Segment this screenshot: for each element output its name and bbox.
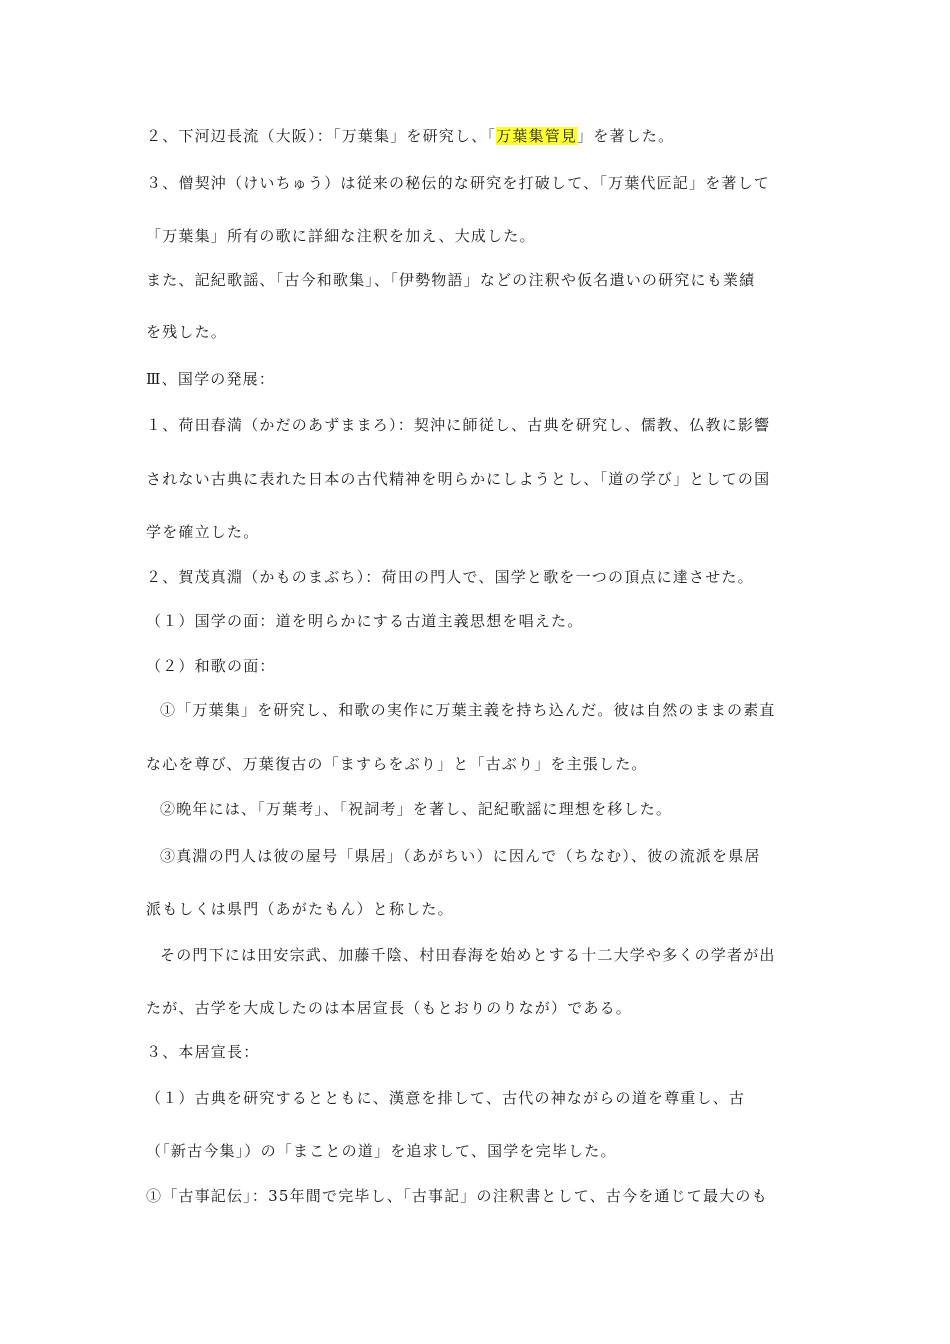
text-line-21: （１）古典を研究するとともに、漢意を排して、古代の神ながらの道を尊重し、古	[146, 1089, 746, 1107]
text-line-22: （「新古今集」）の「まことの道」を追求して、国学を完毕した。	[146, 1142, 617, 1160]
text-line-19: たが、古学を大成したのは本居宣長（もとおりのりなが）である。	[146, 999, 633, 1017]
text-line-17: 派もしくは県門（あがたもん）と称した。	[146, 900, 454, 918]
text-line-14: な心を尊び、万葉復古の「ますらをぶり」と「古ぶり」を主張した。	[146, 755, 648, 773]
text-line-2: ３、僧契沖（けいちゅう）は従来の秘伝的な研究を打破して、「万葉代匠記」を著して	[146, 174, 771, 192]
text-line-20: ３、本居宣長：	[146, 1043, 260, 1061]
text-line-4: また、記紀歌謡、「古今和歌集」、「伊勢物語」などの注釈や仮名遣いの研究にも業績	[146, 271, 756, 289]
text-line-3: 「万葉集」所有の歌に詳細な注釈を加え、大成した。	[146, 227, 536, 245]
text-line-1: ２、下河辺長流（大阪）：「万葉集」を研究し、「万葉集管見」を著した。	[146, 127, 675, 145]
text-line-7: １、荷田春満（かだのあずままろ）：契沖に師従し、古典を研究し、儒教、仏教に影響	[146, 416, 771, 434]
text-line-23: ①「古事記伝」：35年間で完毕し、「古事記」の注釈書として、古今を通じて最大のも	[146, 1187, 768, 1205]
text-line-18: その門下には田安宗武、加藤千陰、村田春海を始めとする十二大学や多くの学者が出	[160, 946, 776, 964]
text-line-13: ①「万葉集」を研究し、和歌の実作に万葉主義を持ち込んだ。彼は自然のままの素直	[160, 701, 776, 719]
section-heading: Ⅲ、国学の発展：	[146, 370, 276, 388]
text-line-10: ２、賀茂真淵（かものまぶち）：荷田の門人で、国学と歌を一つの頂点に達させた。	[146, 568, 754, 586]
text-line-5: を残した。	[146, 323, 228, 341]
text-line-16: ③真淵の門人は彼の屋号「県居」（あがちい）に因んで（ちなむ）、彼の流派を県居	[160, 847, 761, 865]
text-line-9: 学を確立した。	[146, 523, 260, 541]
highlighted-title: 万葉集管見	[496, 127, 578, 145]
text-line-15: ②晩年には、「万葉考」、「祝詞考」を著し、記紀歌謡に理想を移した。	[160, 800, 673, 818]
text-line-12: （２）和歌の面：	[146, 657, 276, 675]
text-line-8: されない古典に表れた日本の古代精神を明らかにしようとし、「道の学び」としての国	[146, 470, 771, 488]
text-line-11: （１）国学の面：道を明らかにする古道主義思想を唱えた。	[146, 612, 584, 630]
